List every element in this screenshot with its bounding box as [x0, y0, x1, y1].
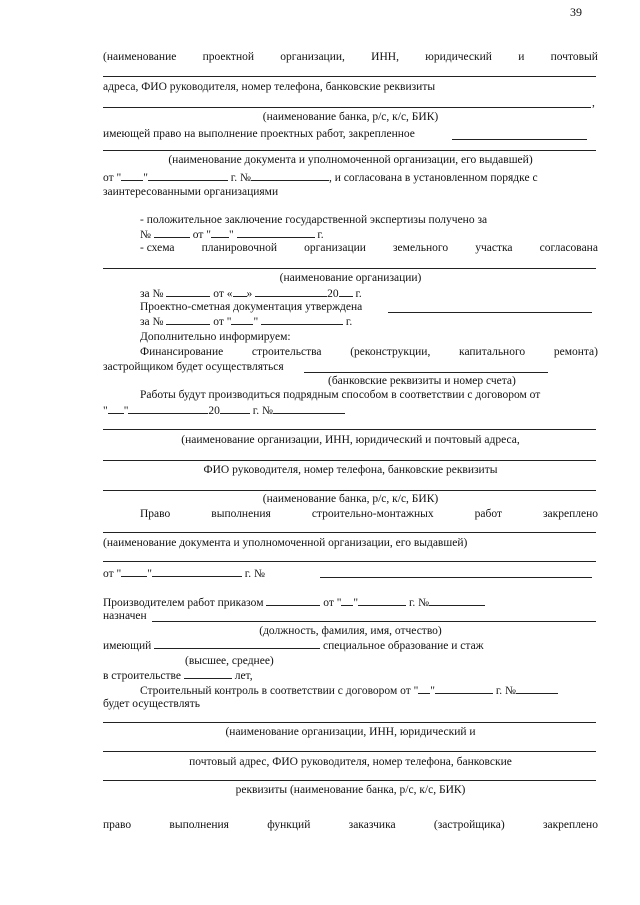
additional-info: Дополнительно информируем: — [140, 331, 291, 343]
blank-line[interactable] — [103, 107, 591, 108]
org-caption-3: (наименование организации, ИНН, юридический и — [225, 726, 476, 738]
years-field[interactable] — [184, 668, 232, 679]
bank-caption: (наименование банка, р/с, к/с, БИК) — [262, 111, 439, 123]
day-field[interactable] — [108, 403, 124, 414]
month-field[interactable] — [128, 403, 208, 414]
day-field[interactable] — [211, 227, 229, 238]
blank-line[interactable] — [103, 460, 596, 461]
org-address-caption: (наименование организации, ИНН, юридический и почтовый адреса, — [181, 434, 520, 446]
document-caption-2: (наименование документа и уполномоченной организации, его выдавшей) — [103, 537, 468, 549]
interested-orgs: заинтересованными организациями — [103, 186, 279, 198]
blank-line[interactable] — [103, 751, 596, 752]
post-caption-3: почтовый адрес, ФИО руководителя, номер телефона, банковские — [189, 756, 512, 768]
blank-line[interactable] — [103, 150, 596, 151]
project-right-text: имеющей право на выполнение проектных работ, закрепленное — [103, 128, 415, 140]
number-field[interactable] — [166, 314, 210, 325]
comma: , — [592, 97, 595, 109]
year-field[interactable] — [339, 286, 353, 297]
financing-line: Финансирование строительства (реконструкции, капитального ремонта) — [140, 346, 598, 358]
number-field[interactable] — [251, 170, 329, 181]
month-field[interactable] — [237, 227, 315, 238]
order-number-field[interactable] — [266, 595, 320, 606]
blank-line[interactable] — [103, 561, 596, 562]
month-field[interactable] — [148, 170, 228, 181]
day-field[interactable] — [341, 595, 353, 606]
contract-date-line: " " 20 г. № — [103, 403, 345, 418]
expertise-text: - положительное заключение государственной экспертизы получено за — [140, 214, 488, 226]
blank-line[interactable] — [103, 532, 596, 533]
month-field[interactable] — [261, 314, 343, 325]
blank-line[interactable] — [452, 139, 587, 140]
works-text: Работы будут производиться подрядным способом в соответствии с договором от — [140, 389, 541, 401]
blank-line[interactable] — [103, 268, 596, 269]
customer-functions-line: право выполнения функций заказчика (застройщика) закреплено — [103, 819, 598, 831]
bank-caption-2: (наименование банка, р/с, к/с, БИК) — [262, 493, 439, 505]
education-field[interactable] — [154, 638, 320, 649]
project-org-line: (наименование проектной организации, ИНН, юридический и почтовый — [103, 51, 598, 63]
will-do-text: будет осуществлять — [103, 698, 200, 710]
from-date-line: от " " г. № , и согласована в установленном порядке с — [103, 172, 538, 184]
blank-line[interactable] — [320, 577, 592, 578]
requisites-caption-3: реквизиты (наименование банка, р/с, к/с, БИК) — [235, 784, 466, 796]
month-field[interactable] — [255, 286, 327, 297]
blank-line[interactable] — [103, 490, 596, 491]
day-field[interactable] — [233, 286, 247, 297]
blank-line[interactable] — [103, 76, 596, 77]
blank-line[interactable] — [388, 312, 592, 313]
scheme-line: - схема планировочной организации земельного участка согласована — [140, 242, 598, 254]
appointed-text: назначен — [103, 610, 147, 622]
construction-control-line: Строительный контроль в соответствии с договором от " " г. № — [140, 683, 558, 698]
from-date-line-2: от " " г. № — [103, 568, 265, 580]
producer-line: Производителем работ приказом от " " г. № — [103, 595, 485, 610]
number-field[interactable] — [166, 286, 210, 297]
day-field[interactable] — [231, 314, 253, 325]
blank-line[interactable] — [152, 621, 596, 622]
psd-approved: Проектно-сметная документация утверждена — [140, 301, 363, 313]
day-field[interactable] — [418, 683, 430, 694]
number-field[interactable] — [273, 403, 345, 414]
education-caption: (высшее, среднее) — [185, 655, 274, 667]
month-field[interactable] — [358, 595, 406, 606]
year-field[interactable] — [220, 403, 250, 414]
number-field[interactable] — [516, 683, 558, 694]
day-field[interactable] — [121, 170, 143, 181]
za-number-line-2: за № от " " г. — [140, 316, 353, 328]
right-smr-line: Право выполнения строительно-монтажных работ закреплено — [140, 508, 598, 520]
month-field[interactable] — [435, 683, 493, 694]
page-number: 39 — [570, 5, 582, 19]
document-caption: (наименование документа и уполномоченной организации, его выдавшей) — [168, 154, 533, 166]
number-field[interactable] — [154, 227, 190, 238]
za-number-line-1: за № от « » 20 г. — [140, 288, 362, 300]
day-field[interactable] — [121, 566, 147, 577]
developer-text: застройщиком будет осуществляться — [103, 361, 284, 373]
blank-line[interactable] — [103, 429, 596, 430]
blank-line[interactable] — [304, 372, 548, 373]
having-line: имеющий специальное образование и стаж — [103, 640, 484, 652]
blank-line[interactable] — [103, 722, 596, 723]
address-caption: адреса, ФИО руководителя, номер телефона, банковские реквизиты — [103, 81, 436, 93]
position-caption: (должность, фамилия, имя, отчество) — [259, 625, 442, 637]
org-caption: (наименование организации) — [279, 272, 422, 284]
fio-caption: ФИО руководителя, номер телефона, банковские реквизиты — [203, 464, 498, 476]
expertise-number-line: № от " " г. — [140, 229, 324, 241]
construction-years-line: в строительстве лет, — [103, 670, 253, 682]
number-field[interactable] — [429, 595, 485, 606]
bank-account-caption: (банковские реквизиты и номер счета) — [328, 375, 516, 387]
month-field[interactable] — [152, 566, 242, 577]
blank-line[interactable] — [103, 780, 596, 781]
